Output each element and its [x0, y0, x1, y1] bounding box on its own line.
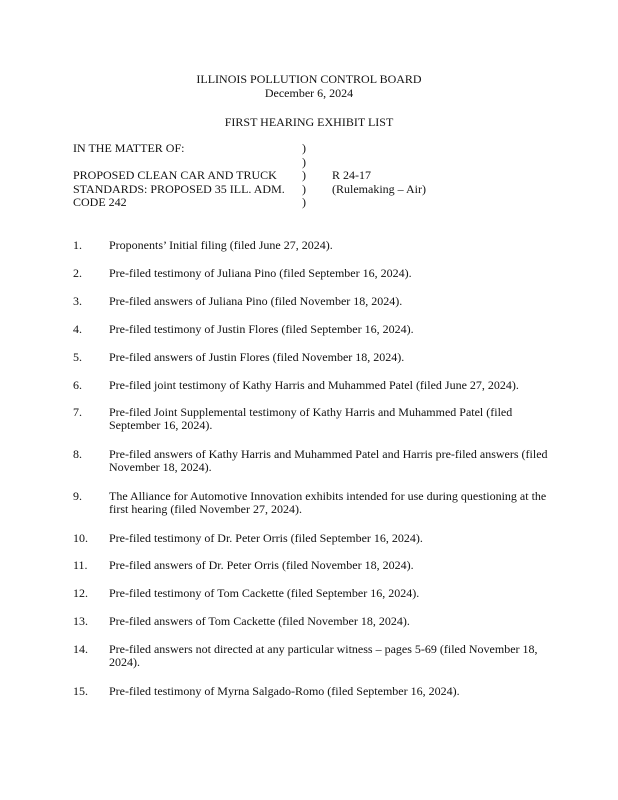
rulemaking-type: (Rulemaking – Air) [332, 181, 426, 196]
caption-paren: ) [302, 181, 306, 196]
exhibit-number: 9. [73, 489, 82, 503]
caption-paren: ) [302, 195, 306, 209]
caption-paren: ) [302, 154, 306, 169]
exhibit-text: Pre-filed testimony of Justin Flores (filed September 16, 2024). [109, 322, 414, 336]
document-date: December 6, 2024 [264, 86, 354, 100]
caption-row [73, 169, 533, 183]
exhibit-text: Pre-filed answers not directed at any particular witness – pages 5-69 (filed November 18, 2024). [109, 642, 538, 669]
exhibit-text: Pre-filed testimony of Dr. Peter Orris (filed September 16, 2024). [109, 531, 423, 545]
exhibit-text: Pre-filed answers of Juliana Pino (filed November 18, 2024). [109, 294, 403, 308]
exhibit-number: 7. [73, 405, 82, 419]
caption-left-text: STANDARDS: PROPOSED 35 ILL. ADM. [73, 181, 285, 196]
exhibit-number: 8. [73, 447, 82, 461]
exhibit-list-title: FIRST HEARING EXHIBIT LIST [224, 115, 394, 129]
exhibit-text: Pre-filed answers of Tom Cackette (filed November 18, 2024). [109, 614, 410, 628]
exhibit-number: 5. [73, 350, 82, 364]
exhibit-text: Pre-filed answers of Kathy Harris and Muhammed Patel and Harris pre-filed answers (filed November 18, 2024). [109, 447, 548, 474]
docket-number: R 24-17 [332, 168, 371, 182]
caption-left-text: PROPOSED CLEAN CAR AND TRUCK [73, 168, 277, 182]
exhibit-number: 10. [73, 531, 88, 545]
exhibit-text: Pre-filed Joint Supplemental testimony of Kathy Harris and Muhammed Patel (filed September 16, 2024). [109, 405, 513, 432]
exhibit-number: 2. [73, 266, 82, 280]
case-caption [73, 142, 533, 210]
caption-row [73, 196, 533, 210]
exhibit-number: 14. [73, 642, 88, 656]
exhibit-number: 3. [73, 294, 82, 308]
caption-left-text: CODE 242 [73, 195, 127, 209]
exhibit-number: 11. [73, 558, 88, 572]
caption-left-text: IN THE MATTER OF: [73, 141, 185, 155]
exhibit-text: Pre-filed testimony of Juliana Pino (filed September 16, 2024). [109, 266, 412, 280]
board-name: ILLINOIS POLLUTION CONTROL BOARD [196, 72, 422, 86]
exhibit-text: Proponents’ Initial filing (filed June 27, 2024). [109, 238, 333, 252]
exhibit-number: 15. [73, 684, 88, 698]
exhibit-number: 13. [73, 614, 88, 628]
caption-row [73, 183, 533, 197]
exhibit-number: 4. [73, 322, 82, 336]
exhibit-number: 6. [73, 378, 82, 392]
caption-paren: ) [302, 168, 306, 182]
exhibit-text: Pre-filed testimony of Myrna Salgado-Romo (filed September 16, 2024). [109, 684, 460, 698]
exhibit-text: Pre-filed answers of Justin Flores (filed November 18, 2024). [109, 350, 405, 364]
caption-row [73, 142, 533, 156]
exhibit-text: The Alliance for Automotive Innovation exhibits intended for use during questioning at the first hearing (filed November 27, 2024). [109, 489, 547, 516]
exhibit-number: 1. [73, 238, 82, 252]
caption-row [73, 156, 533, 170]
exhibit-text: Pre-filed testimony of Tom Cackette (filed September 16, 2024). [109, 586, 420, 600]
caption-paren: ) [302, 141, 306, 155]
exhibit-number: 12. [73, 586, 88, 600]
exhibit-text: Pre-filed answers of Dr. Peter Orris (filed November 18, 2024). [109, 558, 414, 572]
exhibit-text: Pre-filed joint testimony of Kathy Harris and Muhammed Patel (filed June 27, 2024). [109, 378, 519, 392]
